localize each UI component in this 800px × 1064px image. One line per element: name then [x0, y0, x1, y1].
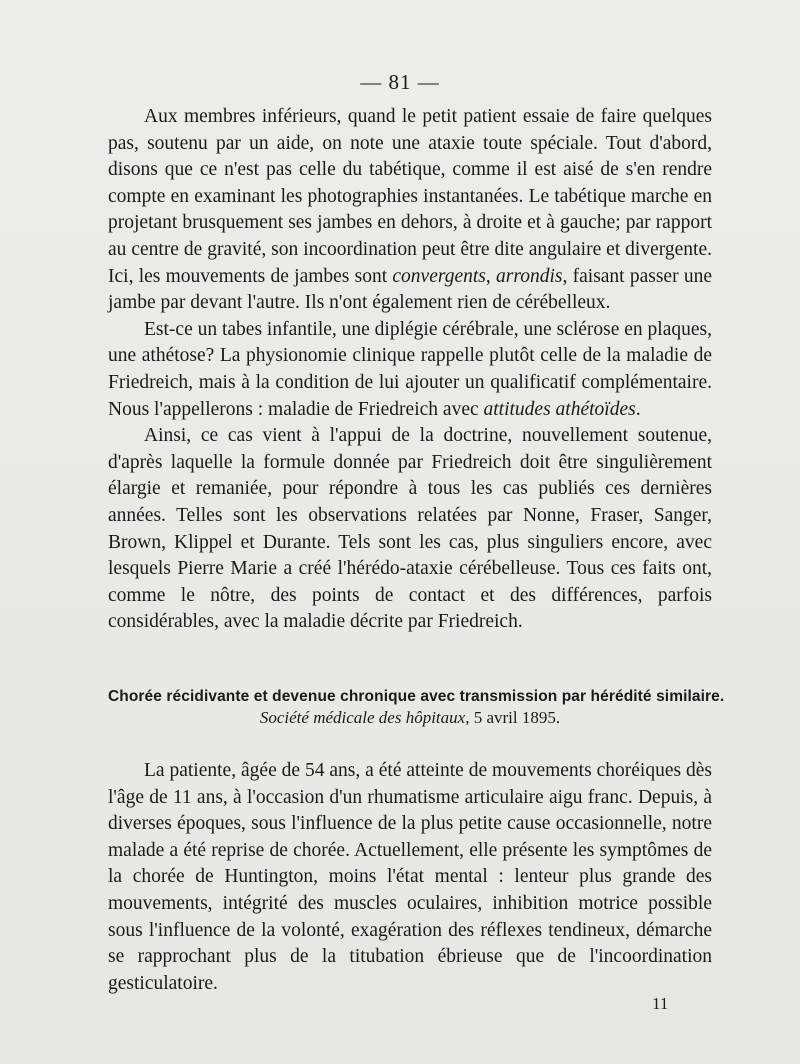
paragraph-4: La patiente, âgée de 54 ans, a été atteinte de mouvements choréiques dès l'âge de 11 ans, à l'occasion d'un rhumatisme articulaire aigu franc. Depuis, à diverses époques, sous l'influence de la plus petite cause occasionnelle, notre malade a été reprise de chorée. Actuellement, elle présente les symptômes de la chorée de Huntington, moins l'état mental : lenteur plus grande des mouvements, intégrité des muscles oculaires, inhibition motrice possible sous l'influence de la volonté, exagération des réflexes tendineux, démarche se rapprochant plus de la titubation ébrieuse que de l'incoordination gesticulatoire. — [108, 760, 712, 994]
emphasis-attitudes: attitudes athétoïdes — [483, 398, 636, 420]
paragraph-1-text: Aux membres inférieurs, quand le petit patient essaie de faire quelques pas, soutenu par un aide, on note une ataxie toute spéciale. Tout d'abord, disons que ce n'est pas celle du tabétique, comme il est aisé de s'en rendre compte en examinant les photographies instantanées. Le tabétique marche en projetant brusquement ses jambes en dehors, à droite et à gauche; par rapport au centre de gravité, son incoordination peut être dite angulaire et divergente. Ici, les mouvements de jambes sont — [108, 106, 712, 287]
citation-date: 5 avril 1895. — [469, 708, 561, 727]
emphasis-convergents: convergents — [392, 265, 486, 287]
section-2-body — [108, 758, 712, 997]
printer-signature-mark: 11 — [652, 994, 669, 1013]
paragraph-3: Ainsi, ce cas vient à l'appui de la doctrine, nouvellement soutenue, d'après laquelle la formule donnée par Friedreich doit être singulièrement élargie et remaniée, pour répondre à tous les cas publiés ces dernières années. Telles sont les observations relatées par Nonne, Fraser, Sanger, Brown, Klippel et Durante. Tels sont les cas, plus singuliers encore, avec lesquels Pierre Marie a créé l'hérédo-ataxie cérébelleuse. Tous ces faits ont, comme le nôtre, des points de contact et des différences, parfois considérables, avec la maladie décrite par Friedreich. — [108, 425, 712, 633]
page-number: — 81 — — [360, 70, 440, 94]
emphasis-arrondis: arrondis — [496, 265, 563, 287]
paragraph-2-text: Est-ce un tabes infantile, une diplégie cérébrale, une sclérose en plaques, une athétose? La physionomie clinique rappelle plutôt celle de la maladie de Friedreich, mais à la condition de lui ajouter un qualificatif complémentaire. Nous l'appellerons : maladie de Friedreich avec — [108, 318, 712, 420]
separator: , — [485, 265, 497, 287]
paragraph-1 — [108, 104, 712, 317]
section-2-heading: Chorée récidivante et devenue chronique avec transmission par hérédité similaire. — [108, 688, 725, 705]
paragraph-2 — [108, 317, 712, 423]
paragraph-1-end: , faisant passer une jambe par devant l'autre. Ils n'ont également rien de cérébelleux. — [108, 265, 712, 314]
section-1-body — [108, 104, 712, 636]
paragraph-2-end: . — [635, 398, 641, 420]
section-2-citation — [108, 708, 712, 728]
citation-journal: Société médicale des hôpitaux, — [259, 708, 470, 727]
